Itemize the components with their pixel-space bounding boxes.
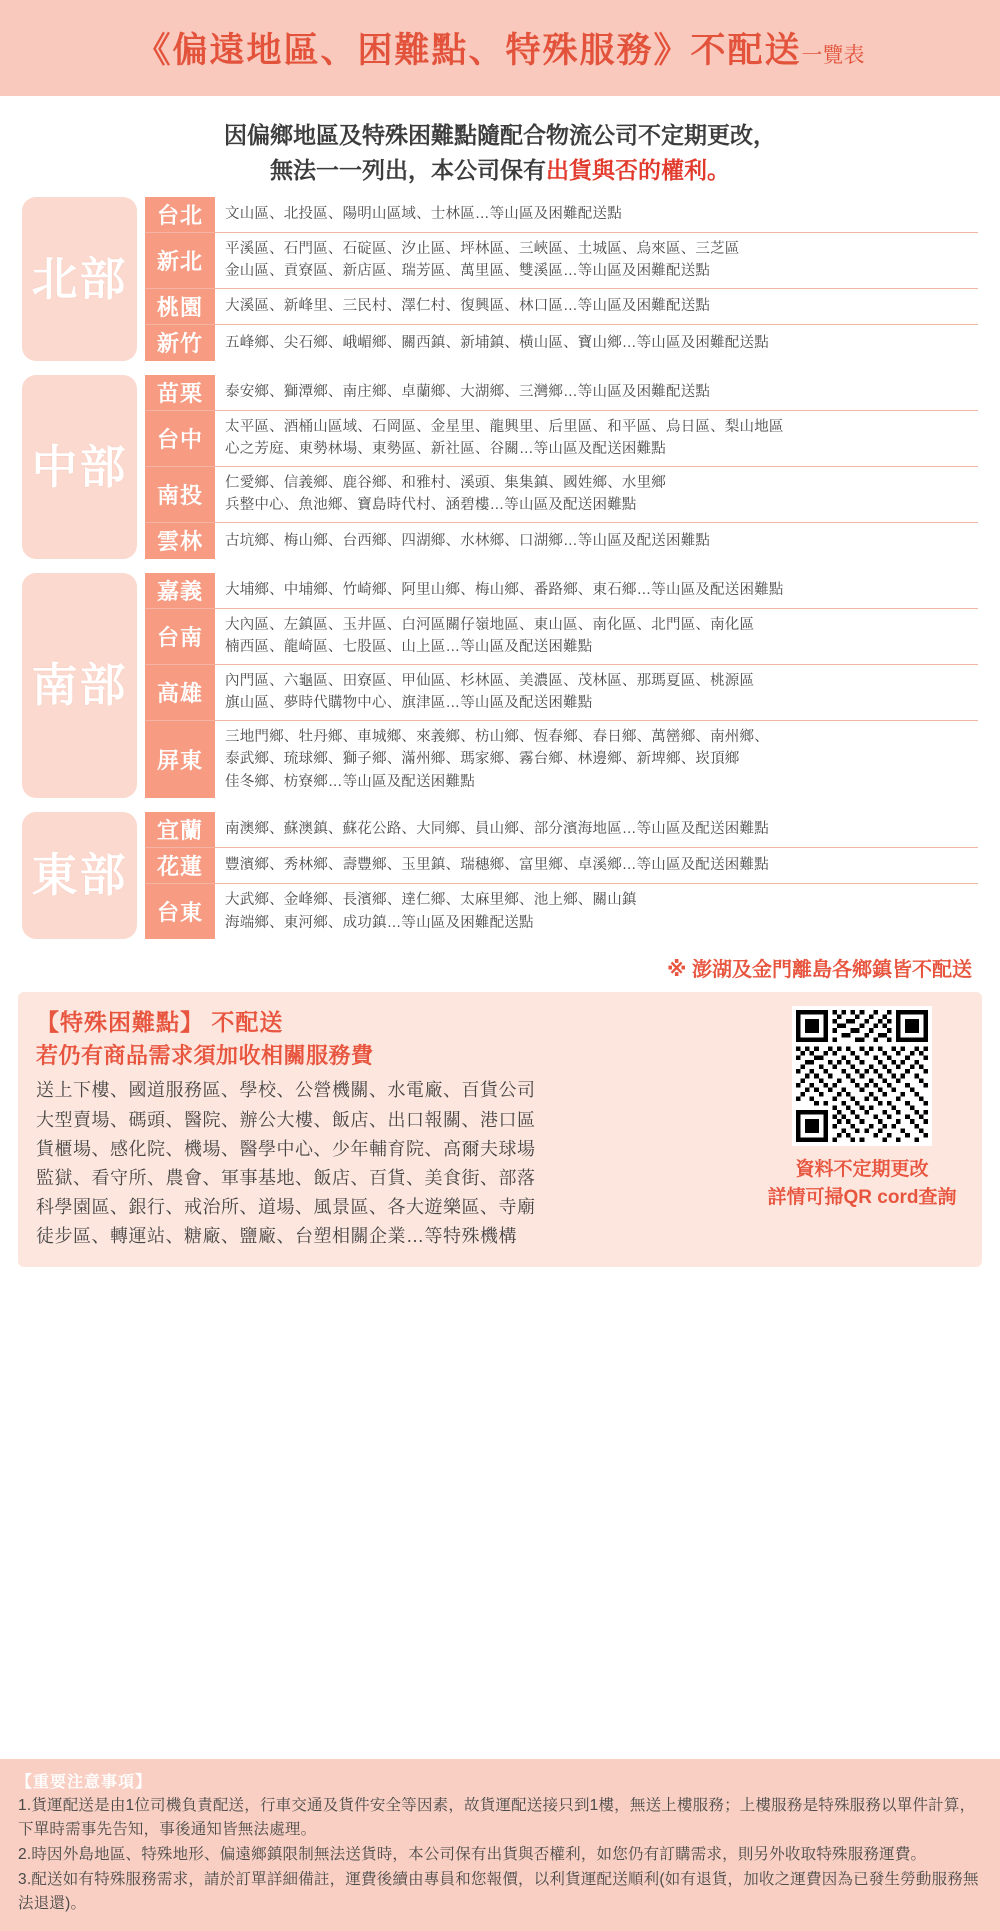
footer-notes	[0, 1759, 1000, 1931]
area-line: 南澳鄉、蘇澳鎮、蘇花公路、大同鄉、員山鄉、部分濱海地區…等山區及配送困難點	[225, 821, 769, 838]
city-label: 新竹	[145, 325, 215, 361]
special-item: 送上下樓、國道服務區、學校、公營機關、水電廠、百貨公司	[36, 1080, 536, 1101]
notice-line-2-text: 無法一一列出，本公司保有	[270, 156, 546, 183]
city-label: 苗栗	[145, 375, 215, 410]
table-row	[145, 467, 978, 523]
region-rows	[145, 375, 978, 559]
area-line: 文山區、北投區、陽明山區域、士林區…等山區及困難配送點	[225, 206, 622, 223]
city-areas	[215, 884, 978, 939]
area-line: 大內區、左鎮區、玉井區、白河區關仔嶺地區、東山區、南化區、北門區、南化區	[225, 616, 755, 633]
city-areas	[215, 197, 978, 232]
table-row	[145, 848, 978, 884]
area-line: 太平區、酒桶山區域、石岡區、金星里、龍興里、后里區、和平區、烏日區、梨山地區	[225, 418, 784, 435]
city-areas	[215, 812, 978, 847]
city-areas	[215, 411, 978, 466]
table-row	[145, 609, 978, 665]
qr-section	[764, 1006, 960, 1211]
city-areas	[215, 573, 978, 608]
area-line: 金山區、貢寮區、新店區、瑞芳區、萬里區、雙溪區…等山區及困難配送點	[225, 263, 711, 280]
area-line: 豐濱鄉、秀林鄉、壽豐鄉、玉里鎮、瑞穗鄉、富里鄉、卓溪鄉…等山區及配送困難點	[225, 857, 769, 874]
table-row	[145, 375, 978, 411]
area-line: 兵整中心、魚池鄉、寶島時代村、涵碧樓…等山區及配送困難點	[225, 497, 637, 514]
special-title-1: 【特殊困難點】 不配送	[36, 1009, 284, 1036]
table-row	[145, 197, 978, 233]
city-label: 高雄	[145, 665, 215, 720]
region-rows	[145, 573, 978, 798]
area-line: 古坑鄉、梅山鄉、台西鄉、四湖鄉、水林鄉、口湖鄉…等山區及配送困難點	[225, 532, 711, 549]
region-label-text: 南部	[31, 659, 128, 712]
region-block	[22, 375, 978, 559]
city-areas	[215, 523, 978, 559]
region-label	[22, 812, 137, 939]
region-rows	[145, 197, 978, 361]
table-row	[145, 289, 978, 325]
city-areas	[215, 721, 978, 798]
regions-table	[0, 197, 1000, 939]
city-label: 宜蘭	[145, 812, 215, 847]
table-row	[145, 411, 978, 467]
notice-line-2	[0, 153, 1000, 188]
area-line: 佳冬鄉、枋寮鄉…等山區及配送困難點	[225, 773, 475, 790]
area-line: 心之芳庭、東勢林場、東勢區、新社區、谷關…等山區及配送困難點	[225, 441, 666, 458]
region-label-text: 東部	[31, 849, 128, 902]
area-line: 大武鄉、金峰鄉、長濱鄉、達仁鄉、太麻里鄉、池上鄉、關山鎮	[225, 892, 637, 909]
qr-code-svg	[796, 1010, 928, 1142]
special-item: 徒步區、轉運站、糖廠、鹽廠、台塑相關企業…等特殊機構	[36, 1226, 517, 1247]
region-block	[22, 573, 978, 798]
area-line: 旗山區、夢時代購物中心、旗津區…等山區及配送困難點	[225, 695, 593, 712]
area-line: 五峰鄉、尖石鄉、峨嵋鄉、關西鎮、新埔鎮、橫山區、寶山鄉…等山區及困難配送點	[225, 334, 769, 351]
page-header	[0, 0, 1000, 96]
city-areas	[215, 233, 978, 288]
area-line: 楠西區、龍崎區、七股區、山上區…等山區及配送困難點	[225, 639, 593, 656]
table-row	[145, 573, 978, 609]
qr-note-line-2: 詳情可掃QR cord查詢	[767, 1186, 957, 1208]
city-label: 屏東	[145, 721, 215, 798]
area-line: 三地門鄉、牡丹鄉、車城鄉、來義鄉、枋山鄉、恆春鄉、春日鄉、萬巒鄉、南州鄉、	[225, 728, 769, 745]
city-label: 新北	[145, 233, 215, 288]
notice-line-2-highlight: 出貨與否的權利。	[546, 156, 730, 183]
city-areas	[215, 665, 978, 720]
region-block	[22, 197, 978, 361]
city-label: 花蓮	[145, 848, 215, 883]
special-title-2: 若仍有商品需求須加收相關服務費	[36, 1043, 374, 1069]
region-label	[22, 375, 137, 559]
area-line: 泰武鄉、琉球鄉、獅子鄉、滿州鄉、瑪家鄉、霧台鄉、林邊鄉、新埤鄉、崁頂鄉	[225, 751, 740, 768]
region-rows	[145, 812, 978, 939]
region-label-text: 北部	[31, 252, 128, 305]
qr-code-icon[interactable]	[792, 1006, 932, 1146]
city-areas	[215, 325, 978, 361]
city-areas	[215, 848, 978, 883]
area-line: 仁愛鄉、信義鄉、鹿谷鄉、和雅村、溪頭、集集鎮、國姓鄉、水里鄉	[225, 474, 666, 491]
footer-item: 1.貨運配送是由1位司機負責配送，行車交通及貨件安全等因素，故貨運配送接只到1樓，無送上樓服務；上樓服務是特殊服務以單件計算，下單時需事先告知，事後通知皆無法處理。	[18, 1796, 976, 1838]
city-label: 嘉義	[145, 573, 215, 608]
table-row	[145, 233, 978, 289]
special-item: 監獄、看守所、農會、軍事基地、飯店、百貨、美食街、部落	[36, 1167, 536, 1188]
city-label: 南投	[145, 467, 215, 522]
table-row	[145, 721, 978, 798]
city-areas	[215, 609, 978, 664]
area-line: 平溪區、石門區、石碇區、汐止區、坪林區、三峽區、土城區、烏來區、三芝區	[225, 241, 740, 257]
page-title	[135, 23, 864, 73]
footer-list	[16, 1794, 984, 1916]
notice-line-1: 因偏鄉地區及特殊困難點隨配合物流公司不定期更改，	[224, 122, 776, 148]
city-label: 台中	[145, 411, 215, 466]
notice-block	[0, 96, 1000, 197]
city-label: 台東	[145, 884, 215, 939]
table-row	[145, 665, 978, 721]
area-line: 泰安鄉、獅潭鄉、南庄鄉、卓蘭鄉、大湖鄉、三灣鄉…等山區及困難配送點	[225, 384, 711, 401]
special-item: 貨櫃場、感化院、機場、醫學中心、少年輔育院、高爾夫球場	[36, 1138, 536, 1159]
region-label-text: 中部	[31, 440, 128, 493]
footer-item: 2.時因外島地區、特殊地形、偏遠鄉鎮限制無法送貨時，本公司保有出貨與否權利，如您仍有訂購需求，則另外收取特殊服務運費。	[18, 1845, 927, 1863]
region-label	[22, 197, 137, 361]
area-line: 內門區、六龜區、田寮區、甲仙區、杉林區、美濃區、茂林區、那瑪夏區、桃源區	[225, 672, 755, 689]
table-row	[145, 325, 978, 361]
region-label	[22, 573, 137, 798]
special-item: 大型賣場、碼頭、醫院、辦公大樓、飯店、出口報關、港口區	[36, 1109, 536, 1130]
qr-note	[764, 1156, 960, 1211]
footer-item: 3.配送如有特殊服務需求，請於訂單詳細備註，運費後續由專員和您報價，以利貨運配送順利(如有退貨，加收之運費因為已發生勞動服務無法退還)。	[18, 1870, 979, 1912]
city-label: 台南	[145, 609, 215, 664]
area-line: 大溪區、新峰里、三民村、澤仁村、復興區、林口區…等山區及困難配送點	[225, 298, 711, 315]
table-row	[145, 812, 978, 848]
page-subtitle: 一覽表	[801, 44, 865, 67]
special-item: 科學園區、銀行、戒治所、道場、風景區、各大遊樂區、寺廟	[36, 1197, 536, 1217]
special-difficult-points-block	[18, 992, 982, 1267]
islands-note: ※ 澎湖及金門離島各鄉鎮皆不配送	[667, 959, 972, 982]
city-areas	[215, 467, 978, 522]
area-line: 海端鄉、東河鄉、成功鎮…等山區及困難配送點	[225, 914, 534, 931]
region-block	[22, 812, 978, 939]
area-line: 大埔鄉、中埔鄉、竹崎鄉、阿里山鄉、梅山鄉、番路鄉、東石鄉…等山區及配送困難點	[225, 582, 784, 599]
qr-note-line-1: 資料不定期更改	[795, 1159, 929, 1181]
city-areas	[215, 289, 978, 324]
city-label: 桃園	[145, 289, 215, 324]
city-areas	[215, 375, 978, 410]
table-row	[145, 523, 978, 559]
city-label: 雲林	[145, 523, 215, 559]
page-title-text: 《偏遠地區、困難點、特殊服務》不配送	[135, 31, 802, 70]
footer-title: 【重要注意事項】	[16, 1773, 153, 1791]
city-label: 台北	[145, 197, 215, 232]
table-row	[145, 884, 978, 939]
